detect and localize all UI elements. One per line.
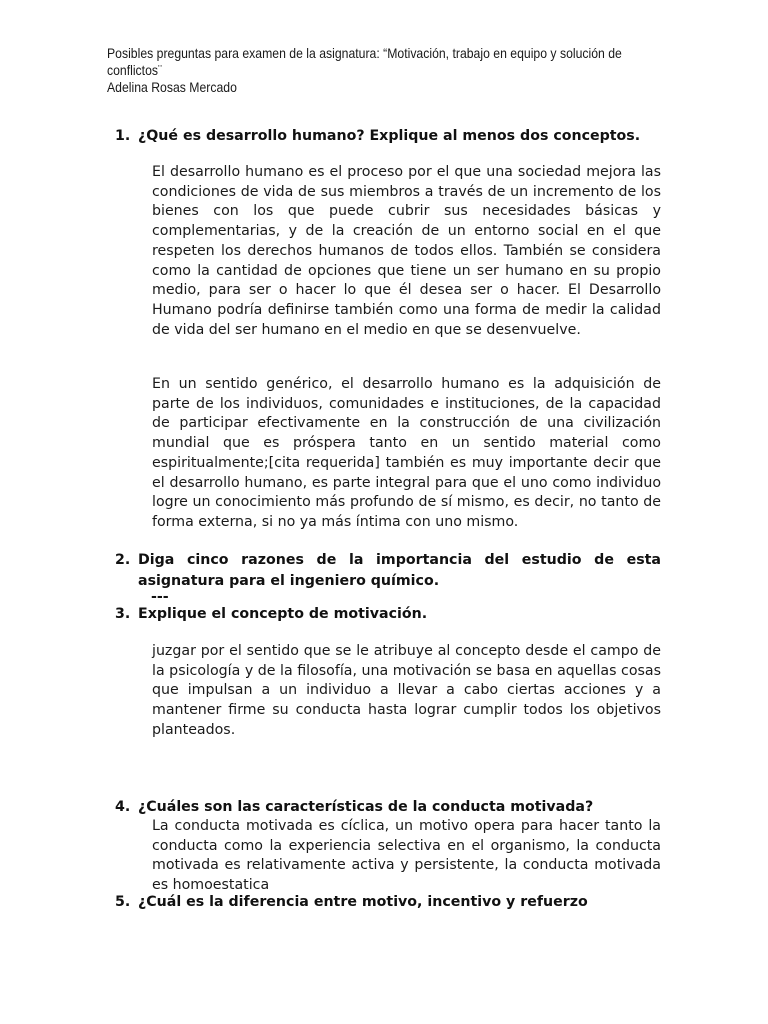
document-header bbox=[107, 45, 622, 96]
question-text: ¿Qué es desarrollo humano? Explique al menos dos conceptos. bbox=[138, 128, 641, 144]
header-title-line-2: conflictos¨ bbox=[107, 63, 163, 78]
question-text: Explique el concepto de motivación. bbox=[138, 606, 428, 622]
question-number: 3. bbox=[115, 606, 131, 622]
question-2 bbox=[115, 550, 661, 592]
answer-1-paragraph-1: El desarrollo humano es el proceso por el que una sociedad mejora las condiciones de vida de sus miembros a través de un incremento de los bienes con los que puede cubrir sus necesidades básicas y complementarias, y de la creación de un entorno social en el que respeten los derechos humanos de todos ellos. También se considera como la cantidad de opciones que tiene un ser humano en su propio medio, para ser o hacer lo que él desea ser o hacer. El Desarrollo Humano podría definirse también como una forma de medir la calidad de vida del ser humano en el medio en que se desenvuelve. bbox=[152, 164, 661, 338]
question-text: ¿Cuáles son las características de la conducta motivada? bbox=[138, 799, 594, 815]
header-author: Adelina Rosas Mercado bbox=[107, 80, 237, 95]
answer-2-placeholder: --- bbox=[151, 589, 169, 605]
question-number: 1. bbox=[115, 128, 131, 144]
answer-3: juzgar por el sentido que se le atribuye al concepto desde el campo de la psicología y de la filosofía, una motivación se basa en aquellas cosas que impulsan a un individuo a llevar a cabo ciertas acciones y a mantener firme su conducta hasta lograr cumplir todos los objetivos planteados. bbox=[152, 643, 661, 738]
header-title-line-1: Posibles preguntas para examen de la asignatura: “Motivación, trabajo en equipo y solución de bbox=[107, 46, 622, 61]
question-text: ¿Cuál es la diferencia entre motivo, incentivo y refuerzo bbox=[138, 894, 588, 910]
question-number: 5. bbox=[115, 894, 131, 910]
question-text: Diga cinco razones de la importancia del estudio de esta asignatura para el ingeniero químico. bbox=[138, 552, 661, 589]
question-3 bbox=[115, 604, 661, 625]
answer-1-paragraph-2: En un sentido genérico, el desarrollo humano es la adquisición de parte de los individuos, comunidades e instituciones, de la capacidad de participar efectivamente en la construcción de una civilización mundial que es próspera tanto en un sentido material como espiritualmente;[cita requerida] también es muy importante decir que el desarrollo humano, es parte integral para que el uno como individuo logre un conocimiento más profundo de sí mismo, es decir, no tanto de forma externa, si no ya más íntima con uno mismo. bbox=[152, 376, 661, 530]
question-1 bbox=[115, 126, 661, 147]
question-4 bbox=[115, 797, 661, 818]
question-number: 2. bbox=[115, 552, 131, 568]
question-number: 4. bbox=[115, 799, 131, 815]
question-5 bbox=[115, 892, 661, 913]
answer-4: La conducta motivada es cíclica, un motivo opera para hacer tanto la conducta como la experiencia selectiva en el organismo, la conducta motivada es relativamente activa y persistente, la conducta motivada es homoestatica bbox=[152, 818, 661, 894]
